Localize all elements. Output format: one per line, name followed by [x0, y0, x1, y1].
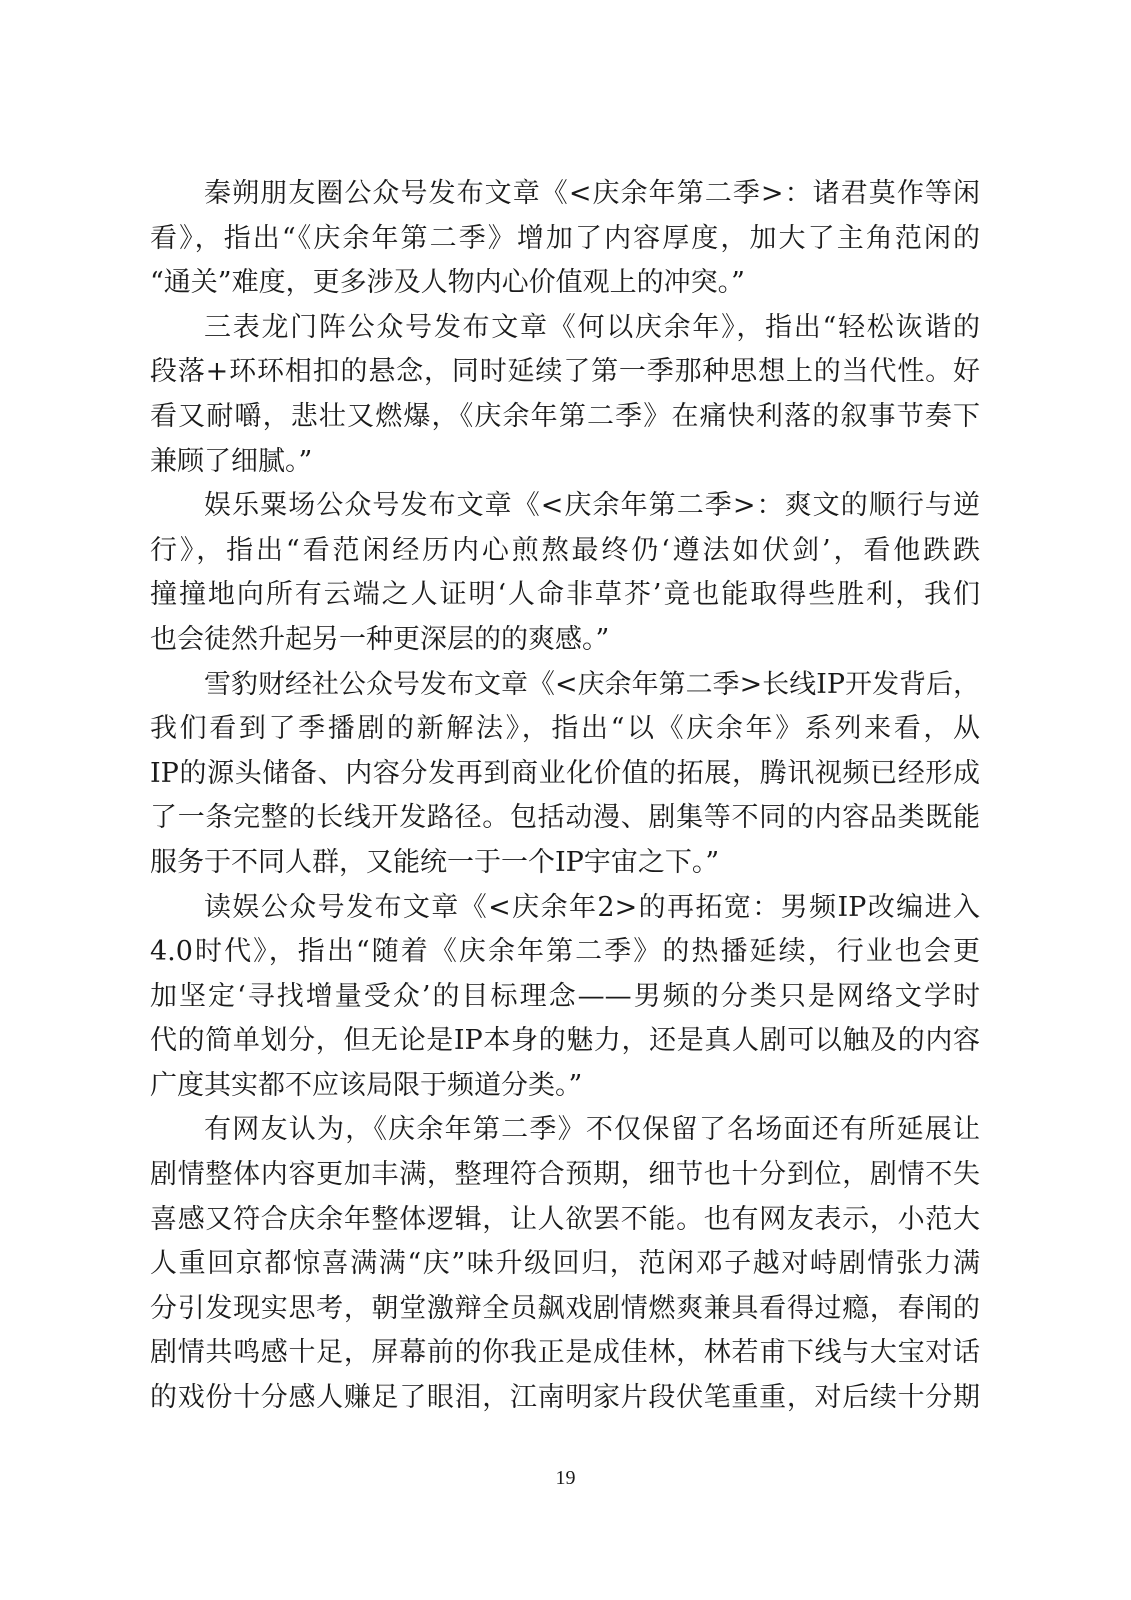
page-number: 19 — [555, 1467, 576, 1489]
body-text — [150, 172, 980, 1421]
text-line: 代的简单划分，但无论是IP本身的魅力，还是真人剧可以触及的内容 — [150, 1025, 980, 1057]
text-line: 人重回京都惊喜满满“庆”味升级回归，范闲邓子越对峙剧情张力满 — [150, 1248, 980, 1280]
text-line: 行》，指出“看范闲经历内心煎熬最终仍‘遵法如伏剑’，看他跌跌 — [150, 534, 980, 566]
text-line: 也会徒然升起另一种更深层的的爽感。” — [150, 623, 610, 655]
paragraph-first-line: 娱乐粟场公众号发布文章《<庆余年第二季>：爽文的顺行与逆 — [204, 490, 980, 522]
text-line: 看》，指出“《庆余年第二季》增加了内容厚度，加大了主角范闲的 — [150, 222, 980, 254]
text-line: 剧情共鸣感十足，屏幕前的你我正是成佳林，林若甫下线与大宝对话 — [150, 1337, 980, 1369]
text-line: 剧情整体内容更加丰满，整理符合预期，细节也十分到位，剧情不失 — [150, 1159, 980, 1191]
text-line: 段落+环环相扣的悬念，同时延续了第一季那种思想上的当代性。好 — [150, 356, 980, 388]
paragraph-first-line: 读娱公众号发布文章《<庆余年2>的再拓宽：男频IP改编进入 — [204, 891, 980, 923]
paragraph-first-line: 有网友认为，《庆余年第二季》不仅保留了名场面还有所延展让 — [204, 1114, 980, 1146]
text-line: 了一条完整的长线开发路径。包括动漫、剧集等不同的内容品类既能 — [150, 802, 980, 834]
text-line: 喜感又符合庆余年整体逻辑，让人欲罢不能。也有网友表示，小范大 — [150, 1203, 980, 1235]
text-line: 广度其实都不应该局限于频道分类。” — [150, 1069, 583, 1101]
text-line: IP的源头储备、内容分发再到商业化价值的拓展，腾讯视频已经形成 — [150, 757, 980, 789]
text-line: 服务于不同人群，又能统一于一个IP宇宙之下。” — [150, 846, 720, 878]
text-line: 兼顾了细腻。” — [150, 445, 313, 477]
text-line: 看又耐嚼，悲壮又燃爆，《庆余年第二季》在痛快利落的叙事节奏下 — [150, 400, 980, 432]
paragraph-first-line: 雪豹财经社公众号发布文章《<庆余年第二季>长线IP开发背后， — [204, 668, 980, 700]
text-line: “通关”难度，更多涉及人物内心价值观上的冲突。” — [150, 267, 745, 299]
text-line: 撞撞地向所有云端之人证明‘人命非草芥’竟也能取得些胜利，我们 — [150, 579, 980, 611]
text-line: 分引发现实思考，朝堂激辩全员飙戏剧情燃爽兼具看得过瘾，春闱的 — [150, 1292, 980, 1324]
paragraph-first-line: 秦朔朋友圈公众号发布文章《<庆余年第二季>：诸君莫作等闲 — [204, 178, 980, 209]
text-line: 我们看到了季播剧的新解法》，指出“以《庆余年》系列来看，从 — [150, 713, 980, 745]
text-line: 4.0时代》，指出“随着《庆余年第二季》的热播延续，行业也会更 — [150, 936, 980, 968]
paragraph-first-line: 三表龙门阵公众号发布文章《何以庆余年》，指出“轻松诙谐的 — [204, 311, 980, 343]
text-line: 的戏份十分感人赚足了眼泪，江南明家片段伏笔重重，对后续十分期 — [150, 1382, 980, 1414]
text-line: 加坚定‘寻找增量受众’的目标理念——男频的分类只是网络文学时 — [150, 980, 980, 1012]
